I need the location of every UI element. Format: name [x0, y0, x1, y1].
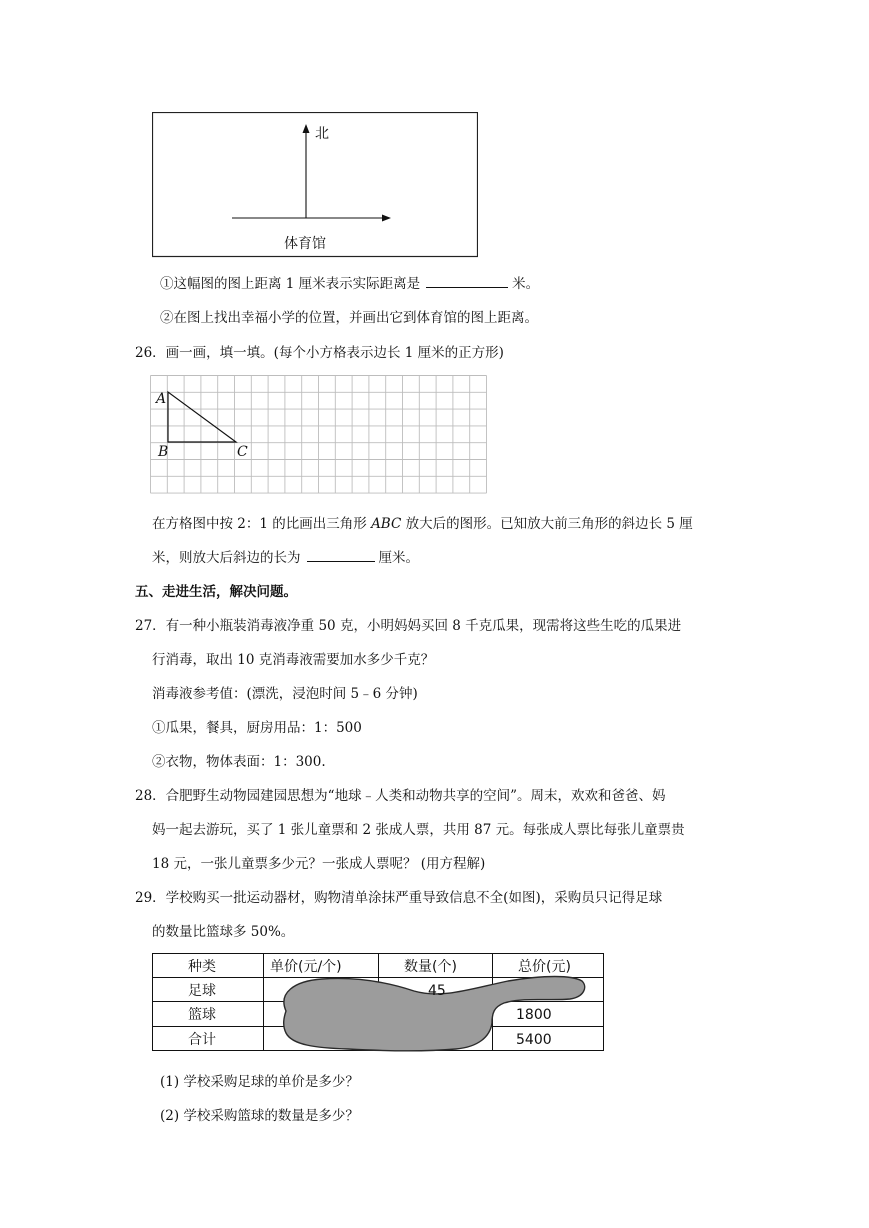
q27-line1: 27．有一种小瓶装消毒液净重 50 克，小明妈妈买回 8 千克瓜果，现需将这些生吃的瓜果进 [135, 618, 682, 634]
q29-sub2: (2) 学校采购篮球的数量是多少？ [160, 1108, 359, 1124]
table-cell-football-qty: 45 [428, 983, 446, 999]
q27-line2: 行消毒，取出 10 克消毒液需要加水多少千克？ [152, 652, 435, 668]
q27-item2: ②衣物，物体表面：1：300. [152, 754, 326, 770]
q29-sub1: (1) 学校采购足球的单价是多少？ [160, 1074, 359, 1090]
north-arrow-head [303, 124, 310, 133]
table-header-unit-price: 单价(元/个) [270, 959, 342, 975]
table-cell-football: 足球 [188, 983, 216, 999]
q26-line1: 在方格图中按 2：1 的比画出三角形 ABC 放大后的图形。已知放大前三角形的斜边长 5 厘 [152, 516, 693, 532]
north-label: 北 [315, 126, 329, 142]
table-cell-basketball-total: 1800 [516, 1007, 552, 1023]
q29-line2: 的数量比篮球多 50%。 [152, 924, 295, 940]
table-header-total: 总价(元) [518, 959, 571, 975]
section5-heading: 五、走进生活，解决问题。 [135, 584, 297, 600]
shopping-table [152, 953, 606, 1053]
q27-item1: ①瓜果，餐具，厨房用品：1：500 [152, 720, 362, 736]
table-cell-basketball: 篮球 [188, 1007, 216, 1023]
table-cell-total-label: 合计 [188, 1032, 216, 1048]
q25-answer-blank[interactable] [426, 287, 508, 288]
grid-lines [151, 376, 487, 494]
q26-answer-blank[interactable] [307, 561, 375, 562]
q26-line2: 米，则放大后斜边的长为 厘米。 [152, 550, 419, 566]
q28-line3: 18 元，一张儿童票多少元？一张成人票呢？ (用方程解) [152, 856, 486, 872]
table-cell-grand-total: 5400 [516, 1032, 552, 1048]
q29-line1: 29．学校购买一批运动器材，购物清单涂抹严重导致信息不全(如图)，采购员只记得足球 [135, 890, 663, 906]
east-arrow-head [382, 215, 391, 222]
q27-ref: 消毒液参考值：(漂洗，浸泡时间 5﹣6 分钟) [152, 686, 418, 702]
gym-label: 体育馆 [284, 236, 326, 252]
label-c: C [237, 444, 248, 460]
q28-line2: 妈一起去游玩，买了 1 张儿童票和 2 张成人票，共用 87 元。每张成人票比每张儿童票贵 [152, 822, 685, 838]
q26-title: 26．画一画，填一填。(每个小方格表示边长 1 厘米的正方形) [135, 345, 504, 361]
q25-item1: ①这幅图的图上距离 1 厘米表示实际距离是 米。 [160, 276, 540, 292]
map-figure [152, 112, 478, 258]
q28-line1: 28．合肥野生动物园建园思想为“地球﹣人类和动物共享的空间”。周末，欢欢和爸爸、妈 [135, 788, 666, 804]
label-a: A [156, 391, 167, 407]
triangle-abc [168, 392, 236, 442]
q25-item2: ②在图上找出幸福小学的位置，并画出它到体育馆的图上距离。 [160, 310, 538, 326]
label-b: B [158, 444, 169, 460]
grid-figure [150, 374, 488, 496]
table-header-kind: 种类 [188, 959, 216, 975]
table-header-quantity: 数量(个) [404, 959, 457, 975]
